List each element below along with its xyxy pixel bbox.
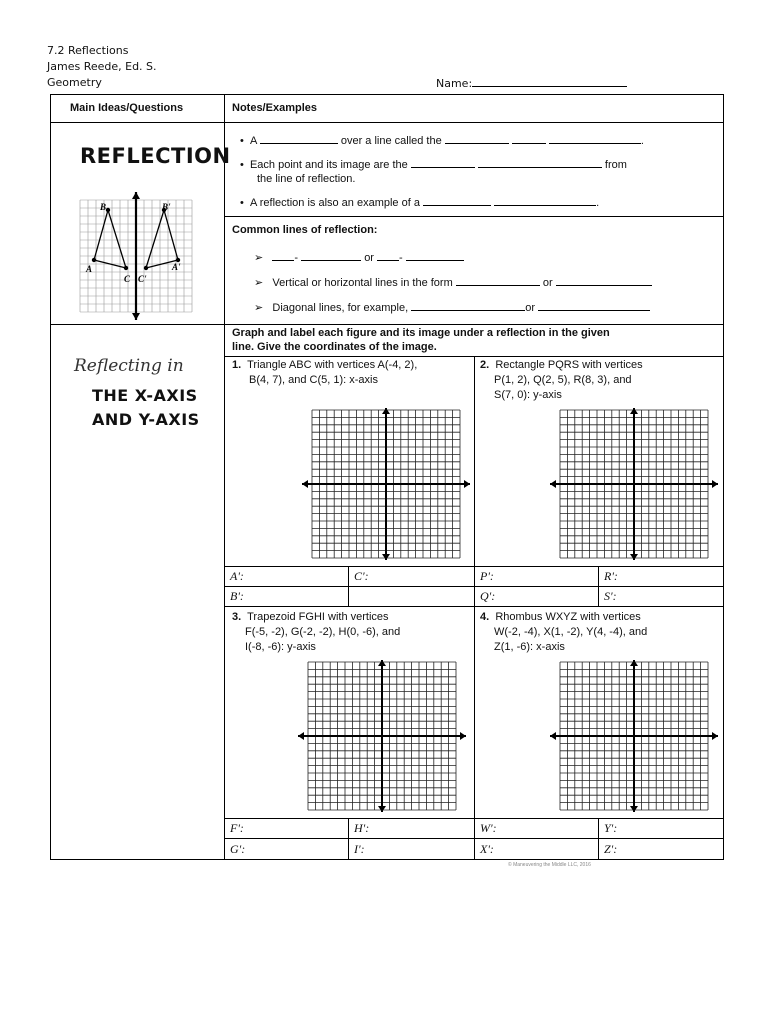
problem-divider (474, 356, 475, 860)
axis-arrow (464, 480, 470, 488)
axis-arrow (630, 806, 638, 812)
label-b-prime: B' (162, 202, 171, 212)
col-header-main-ideas: Main Ideas/Questions (70, 102, 184, 114)
answer-b-prime[interactable]: B': (230, 589, 244, 603)
instructions-line-1: Graph and label each figure and its image under a reflection in the given (232, 327, 610, 339)
problem-2-text-2: P(1, 2), Q(2, 5), R(8, 3), and (494, 374, 632, 386)
bullet-2: • Each point and its image are the from (240, 159, 627, 171)
name-blank[interactable] (472, 76, 627, 87)
answer-g-prime[interactable]: G': (230, 842, 246, 856)
x-axis-title: THE X-AXIS (92, 386, 198, 405)
row-divider (224, 566, 724, 567)
answer-f-prime[interactable]: F': (230, 821, 244, 835)
answer-a-prime[interactable]: A': (230, 569, 244, 583)
coordinate-grid-4[interactable] (548, 660, 720, 812)
problem-4-text-2: W(-2, -4), X(1, -2), Y(4, -4), and (494, 626, 648, 638)
row-divider (224, 818, 724, 819)
row-divider (50, 324, 724, 325)
doc-subject: Geometry (47, 76, 102, 89)
answer-divider (598, 566, 599, 606)
bullet-2-continued: the line of reflection. (257, 173, 356, 185)
answer-x-prime[interactable]: X': (480, 842, 494, 856)
problem-2-text-3: S(7, 0): y-axis (494, 389, 562, 401)
instructions-line-2: line. Give the coordinates of the image. (232, 341, 437, 353)
answer-y-prime[interactable]: Y': (604, 821, 618, 835)
axis-arrow (378, 806, 386, 812)
label-c-prime: C' (138, 274, 147, 284)
answer-w-prime[interactable]: W': (480, 821, 497, 835)
answer-q-prime[interactable]: Q': (480, 589, 496, 603)
answer-r-prime[interactable]: R': (604, 569, 618, 583)
problem-2-text: 2. Rectangle PQRS with vertices (480, 359, 643, 371)
problem-1-text-2: B(4, 7), and C(5, 1): x-axis (249, 374, 378, 386)
common-line-item-3: ➢ Diagonal lines, for example, or (254, 300, 650, 315)
preimage-triangle (94, 210, 126, 268)
answer-p-prime[interactable]: P': (480, 569, 494, 583)
answer-c-prime[interactable]: C': (354, 569, 369, 583)
label-b: B (100, 202, 107, 212)
problem-1-text: 1. Triangle ABC with vertices A(-4, 2), (232, 359, 418, 371)
problem-4-text: 4. Rhombus WXYZ with vertices (480, 611, 641, 623)
row-divider (224, 216, 724, 217)
answer-h-prime[interactable]: H': (354, 821, 370, 835)
y-axis-title: AND Y-AXIS (92, 410, 200, 429)
common-line-item-2: ➢ Vertical or horizontal lines in the form or (254, 275, 652, 290)
bullet-1: • A over a line called the . (240, 135, 644, 147)
axis-arrow (550, 480, 556, 488)
problem-3-text-2: F(-5, -2), G(-2, -2), H(0, -6), and (245, 626, 401, 638)
row-divider (224, 606, 724, 607)
copyright-footer: © Maneuvering the Middle LLC, 2016 (508, 862, 591, 868)
axis-arrow (378, 660, 386, 666)
answer-s-prime[interactable]: S': (604, 589, 617, 603)
axis-arrow (298, 732, 304, 740)
problem-4-text-3: Z(1, -6): x-axis (494, 641, 565, 653)
doc-author: James Reede, Ed. S. (47, 60, 157, 73)
axis-arrow (302, 480, 308, 488)
label-a: A (86, 264, 93, 274)
axis-arrow (712, 480, 718, 488)
name-label: Name: (436, 76, 627, 91)
axis-arrow (382, 408, 390, 414)
axis-arrow (630, 554, 638, 560)
label-a-prime: A' (172, 262, 181, 272)
coordinate-grid-2[interactable] (548, 408, 720, 560)
axis-arrow (460, 732, 466, 740)
answer-z-prime[interactable]: Z': (604, 842, 618, 856)
axis-arrow (712, 732, 718, 740)
axis-arrow (550, 732, 556, 740)
problem-3-text-3: I(-8, -6): y-axis (245, 641, 316, 653)
header-row-divider (50, 122, 724, 123)
row-divider (224, 586, 724, 587)
coordinate-grid-3[interactable] (296, 660, 468, 812)
axis-arrow (630, 408, 638, 414)
column-divider (224, 94, 225, 860)
doc-section-title: 7.2 Reflections (47, 44, 129, 57)
common-line-item-1: ➢ - or - (254, 250, 464, 265)
reflecting-in-script: Reflecting in (74, 356, 184, 376)
col-header-notes: Notes/Examples (232, 102, 317, 114)
problem-3-text: 3. Trapezoid FGHI with vertices (232, 611, 389, 623)
answer-i-prime[interactable]: I': (354, 842, 365, 856)
axis-arrow (630, 660, 638, 666)
bullet-3: • A reflection is also an example of a . (240, 197, 600, 209)
row-divider (224, 838, 724, 839)
image-triangle (146, 210, 178, 268)
reflection-example-figure (72, 190, 204, 322)
answer-divider (348, 818, 349, 860)
common-lines-heading: Common lines of reflection: (232, 224, 378, 236)
reflection-title: REFLECTION (80, 144, 231, 168)
answer-divider (348, 566, 349, 606)
axis-arrow (382, 554, 390, 560)
label-c: C (124, 274, 131, 284)
answer-divider (598, 818, 599, 860)
coordinate-grid-1[interactable] (300, 408, 472, 560)
